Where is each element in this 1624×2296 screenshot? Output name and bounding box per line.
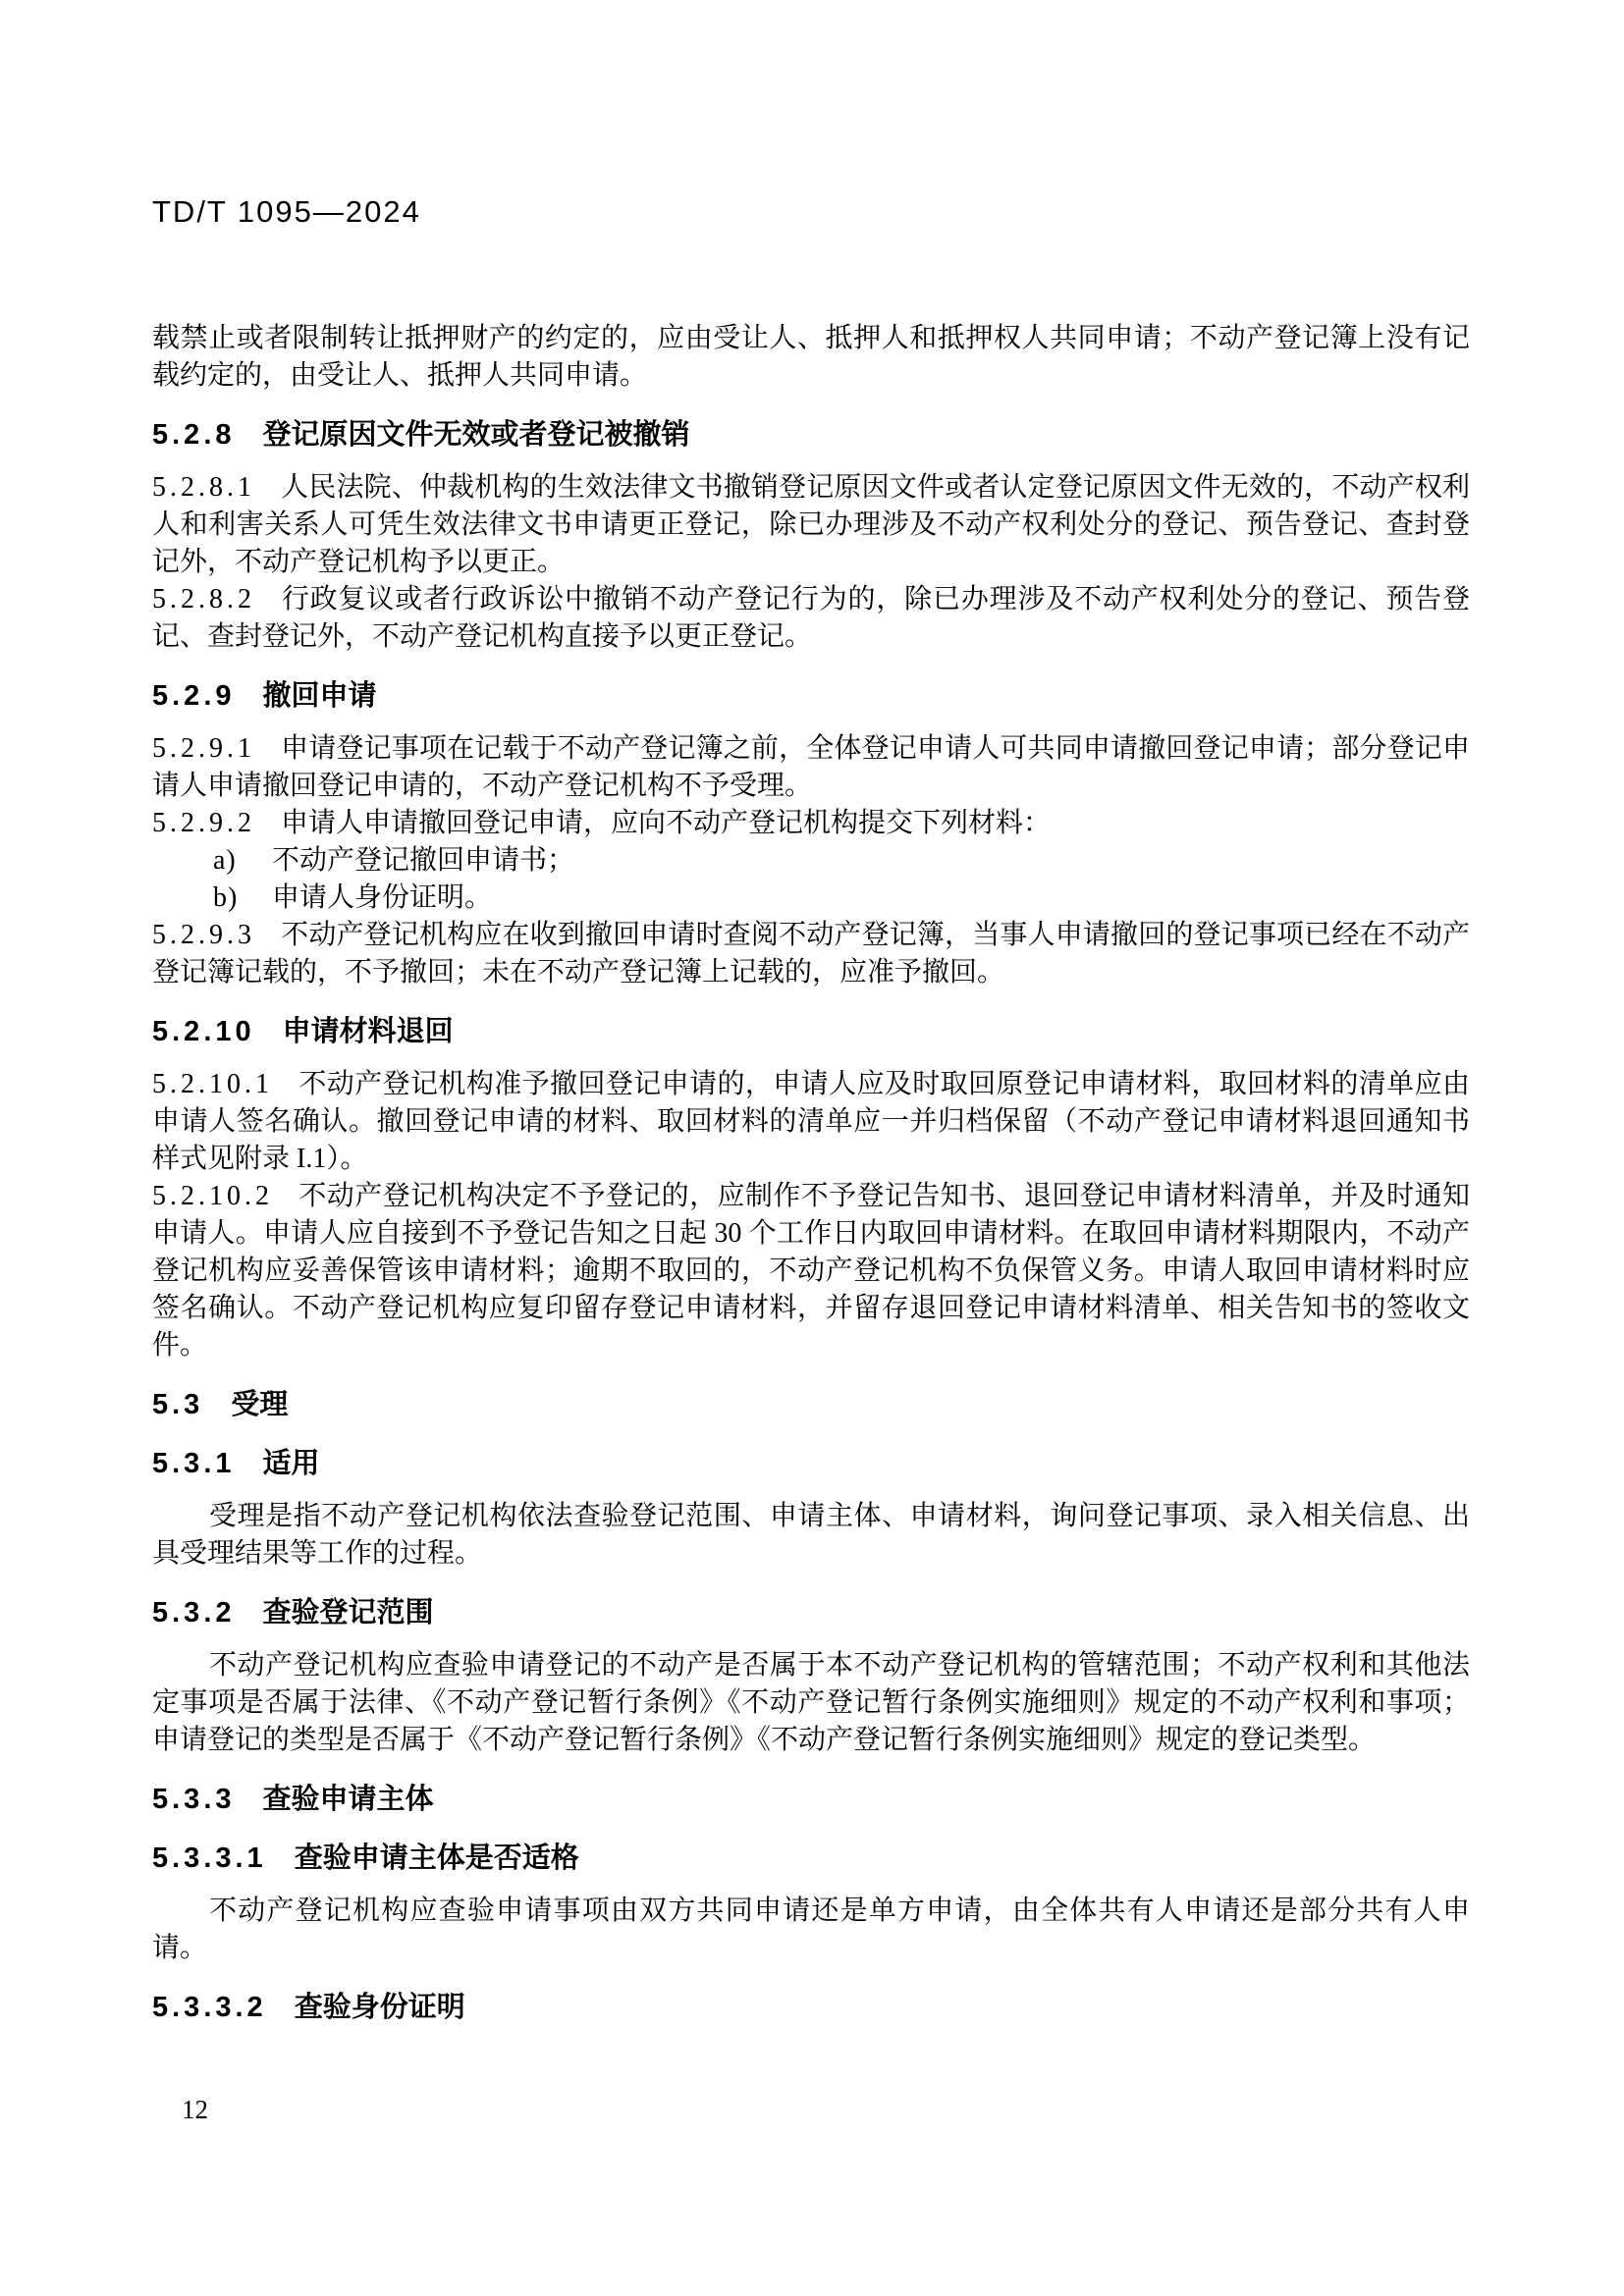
heading-title: 查验登记范围 (262, 1597, 434, 1629)
clause-number: 5.2.8.2 (152, 584, 255, 614)
clause-text: 不动产登记机构应在收到撤回申请时查阅不动产登记簿，当事人申请撤回的登记事项已经在不动产登记簿记载的，不予撤回；未在不动产登记簿上记载的，应准予撤回。 (152, 920, 1470, 988)
clause-paragraph-5-2-9-2 (152, 805, 1470, 842)
heading-number: 5.3.1 (152, 1448, 236, 1479)
section-heading-5-2-10 (152, 1013, 1470, 1050)
clause-text: 不动产登记机构准予撤回登记申请的，申请人应及时取回原登记申请材料，取回材料的清单应由申请人签名确认。撤回登记申请的材料、取回材料的清单应一并归档保留（不动产登记申请材料退回通知书样式见附录 I.1）。 (152, 1069, 1470, 1174)
section-heading-5-3-3-2 (152, 1989, 1470, 2026)
list-item-a (213, 842, 1470, 880)
heading-number: 5.2.8 (152, 419, 236, 451)
list-item-text: 不动产登记撤回申请书； (272, 845, 575, 876)
clause-number: 5.2.10.1 (152, 1069, 273, 1099)
body-paragraph-5-3-3-1: 不动产登记机构应查验申请事项由双方共同申请还是单方申请，由全体共有人申请还是部分共有人申请。 (152, 1896, 1470, 1963)
clause-paragraph-5-2-10-1 (152, 1066, 1470, 1178)
heading-title: 撤回申请 (262, 680, 377, 712)
clause-number: 5.2.9.2 (152, 808, 255, 838)
clause-paragraph-5-2-9-1 (152, 730, 1470, 805)
heading-title: 登记原因文件无效或者登记被撤销 (262, 419, 690, 451)
section-heading-5-3-3-1 (152, 1840, 1470, 1877)
clause-paragraph-5-2-8-1 (152, 469, 1470, 581)
section-heading-5-3-1 (152, 1445, 1470, 1482)
heading-title: 申请材料退回 (282, 1016, 454, 1047)
clause-number: 5.2.10.2 (152, 1181, 273, 1211)
section-heading-5-3 (152, 1386, 1470, 1423)
heading-title: 查验身份证明 (294, 1992, 465, 2023)
clause-number: 5.2.8.1 (152, 472, 255, 503)
body-paragraph-5-3-1: 受理是指不动产登记机构依法查验登记范围、申请主体、申请材料，询问登记事项、录入相关信息、出具受理结果等工作的过程。 (152, 1501, 1470, 1569)
section-heading-5-2-9 (152, 677, 1470, 715)
clause-text: 申请人申请撤回登记申请，应向不动产登记机构提交下列材料： (281, 808, 1052, 838)
heading-number: 5.2.9 (152, 680, 236, 712)
heading-number: 5.3.3 (152, 1784, 236, 1815)
list-item-b (213, 880, 1470, 917)
heading-title: 查验申请主体是否适格 (294, 1842, 579, 1874)
list-marker: a) (213, 845, 237, 876)
heading-title: 查验申请主体 (262, 1784, 434, 1815)
section-heading-5-3-2 (152, 1594, 1470, 1631)
section-heading-5-2-8 (152, 416, 1470, 454)
clause-text: 申请登记事项在记载于不动产登记簿之前，全体登记申请人可共同申请撤回登记申请；部分登记申请人申请撤回登记申请的，不动产登记机构不予受理。 (152, 733, 1470, 801)
heading-number: 5.3.3.1 (152, 1842, 267, 1874)
clause-text: 不动产登记机构决定不予登记的，应制作不予登记告知书、退回登记申请材料清单，并及时通知申请人。申请人应自接到不予登记告知之日起 30 个工作日内取回申请材料。在取回申请材料期限内，不动产登记机构应妥善保管该申请材料；逾期不取回的，不动产登记机构不负保管义务。申请人取回申请材料时应签名确认。不动产登记机构应复印留存登记申请材料，并留存退回登记申请材料清单、相关告知书的签收文件。 (152, 1181, 1470, 1361)
clause-paragraph-5-2-10-2 (152, 1178, 1470, 1364)
heading-number: 5.3.2 (152, 1597, 236, 1629)
page-number: 12 (182, 2095, 208, 2124)
heading-number: 5.3 (152, 1389, 204, 1420)
clause-paragraph-5-2-9-3 (152, 917, 1470, 991)
heading-number: 5.2.10 (152, 1016, 255, 1047)
heading-number: 5.3.3.2 (152, 1992, 267, 2023)
section-heading-5-3-3 (152, 1781, 1470, 1818)
clause-text: 人民法院、仲裁机构的生效法律文书撤销登记原因文件或者认定登记原因文件无效的，不动产权利人和利害关系人可凭生效法律文书申请更正登记，除已办理涉及不动产权利处分的登记、预告登记、查封登记外，不动产登记机构予以更正。 (152, 472, 1470, 577)
clause-text: 行政复议或者行政诉讼中撤销不动产登记行为的，除已办理涉及不动产权利处分的登记、预告登记、查封登记外，不动产登记机构直接予以更正登记。 (152, 584, 1470, 652)
list-marker: b) (213, 882, 239, 913)
body-paragraph-5-3-2: 不动产登记机构应查验申请登记的不动产是否属于本不动产登记机构的管辖范围；不动产权利和其他法定事项是否属于法律、《不动产登记暂行条例》《不动产登记暂行条例实施细则》规定的不动产权利和事项；申请登记的类型是否属于《不动产登记暂行条例》《不动产登记暂行条例实施细则》规定的登记类型。 (152, 1650, 1470, 1755)
clause-paragraph-5-2-8-2 (152, 581, 1470, 656)
clause-number: 5.2.9.1 (152, 733, 255, 764)
standard-number-header: TD/T 1095—2024 (152, 194, 421, 229)
list-item-text: 申请人身份证明。 (272, 882, 493, 913)
continuation-paragraph: 载禁止或者限制转让抵押财产的约定的，应由受让人、抵押人和抵押权人共同申请；不动产登记簿上没有记载约定的，由受让人、抵押人共同申请。 (152, 323, 1470, 391)
heading-title: 适用 (262, 1448, 320, 1479)
document-body (152, 320, 1470, 2042)
heading-title: 受理 (231, 1389, 289, 1420)
clause-number: 5.2.9.3 (152, 920, 255, 950)
